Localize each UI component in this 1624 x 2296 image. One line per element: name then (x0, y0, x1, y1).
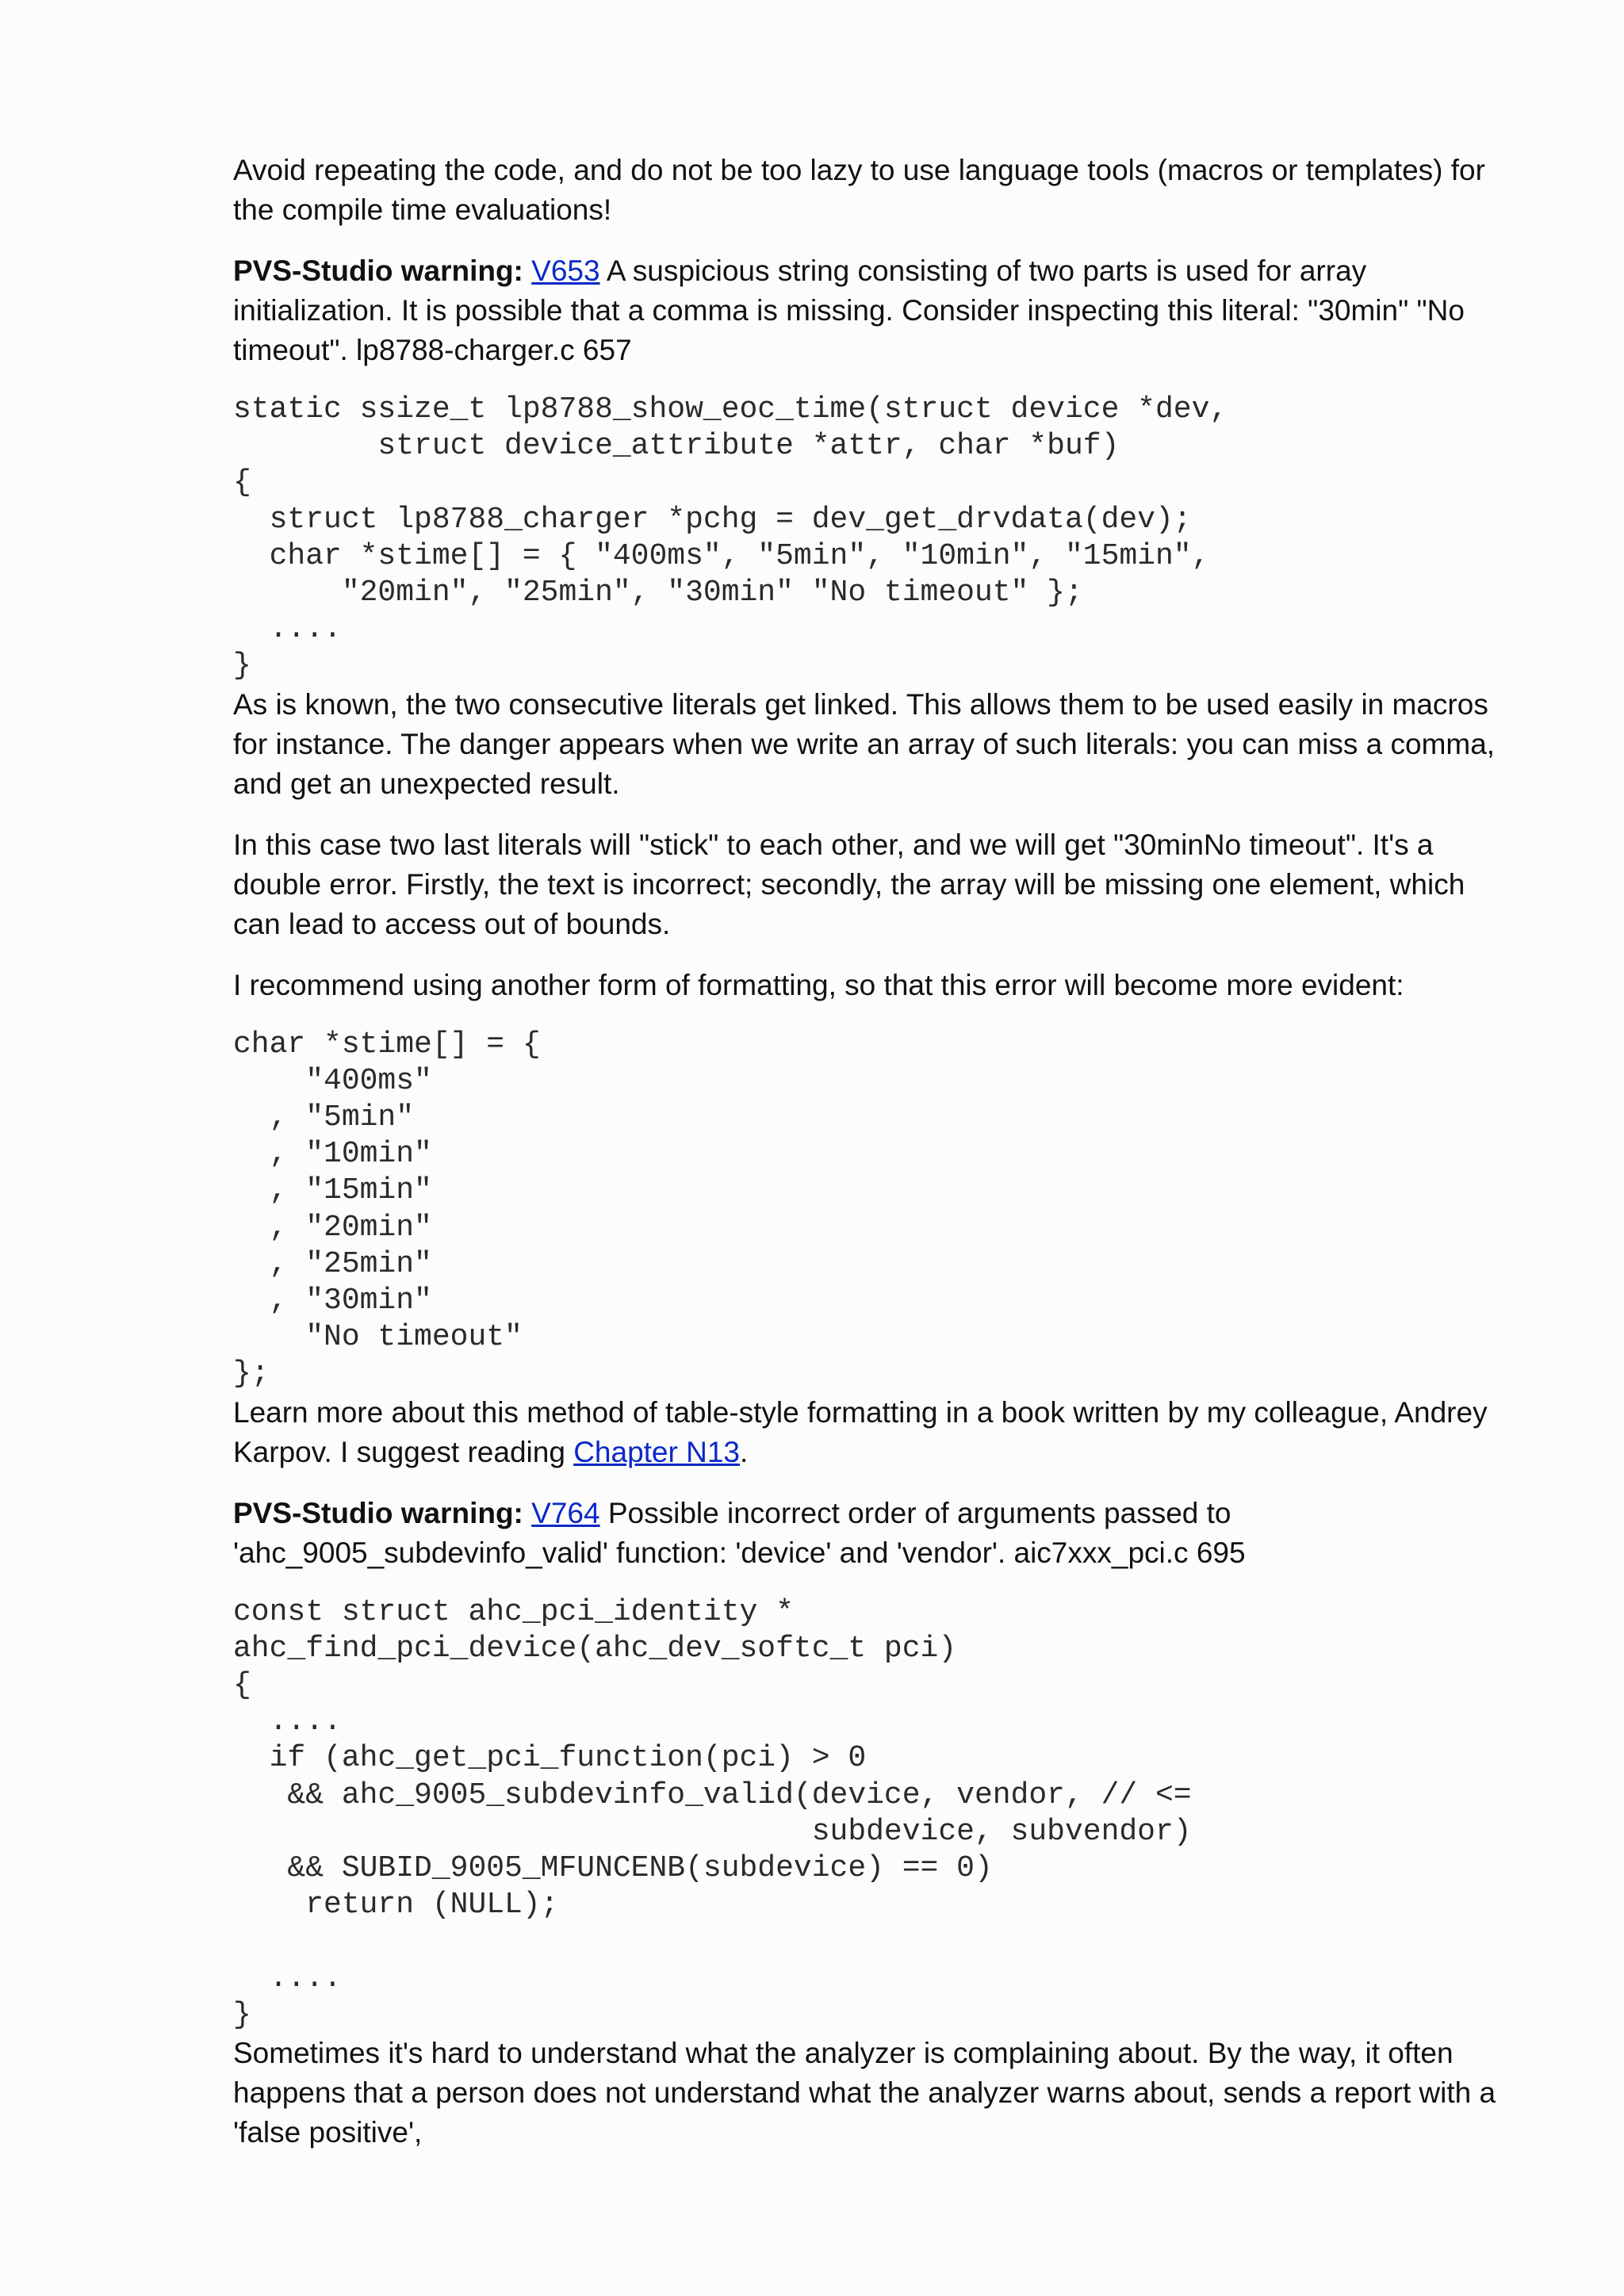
warning-label: PVS-Studio warning: (233, 254, 523, 287)
v653-link[interactable]: V653 (531, 254, 600, 287)
double-error-paragraph: In this case two last literals will "stick" to each other, and we will get "30minNo timeout". It's a double error. Firstly, the text is incorrect; secondly, the array will be missing one element, which can lead to access out of bounds. (233, 828, 1465, 940)
warning-label: PVS-Studio warning: (233, 1496, 523, 1529)
intro-paragraph: Avoid repeating the code, and do not be too lazy to use language tools (macros or templates) for the compile time evaluations! (233, 154, 1485, 226)
learn-more-text: Learn more about this method of table-style formatting in a book written by my colleague, Andrey Karpov. I suggest reading (233, 1395, 1488, 1468)
code-block-eoc-time: static ssize_t lp8788_show_eoc_time(struct device *dev, struct device_attribute *attr, char *buf) { struct lp8788_charger *pchg = dev_get_drvdata(dev); char *stime[] = { "400ms", "5min", "10min", "15min", "20min", "25min", "30min" "No timeout" }; .... } (233, 392, 1228, 683)
code-block-table-format: char *stime[] = { "400ms" , "5min" , "10min" , "15min" , "20min" , "25min" , "30min" "No timeout" }; (233, 1027, 541, 1391)
warning-v653 (233, 251, 1518, 370)
document-page (233, 151, 1518, 2152)
warning-v764 (233, 1494, 1518, 1573)
closing-paragraph: Sometimes it's hard to understand what the analyzer is complaining about. By the way, it often happens that a person does not understand what the analyzer warns about, sends a report with a 'false positive', (233, 2037, 1496, 2149)
learn-more-paragraph (233, 1393, 1518, 1472)
warning-text: Possible incorrect order of arguments passed to 'ahc_9005_subdevinfo_valid' function: 'device' and 'vendor'. aic7xxx_pci.c 695 (233, 1496, 1246, 1569)
literals-paragraph: As is known, the two consecutive literals get linked. This allows them to be used easily in macros for instance. The danger appears when we write an array of such literals: you can miss a comma, and get an unexpected result. (233, 687, 1496, 800)
learn-more-end: . (739, 1435, 749, 1468)
warning-text: A suspicious string consisting of two parts is used for array initialization. It is possible that a comma is missing. Consider inspecting this literal: "30min" "No timeout". lp8788-charger.c 657 (233, 254, 1465, 366)
v764-link[interactable]: V764 (531, 1496, 600, 1529)
code-block-find-pci-device: const struct ahc_pci_identity * ahc_find_pci_device(ahc_dev_softc_t pci) { .... if (ahc_get_pci_function(pci) > 0 && ahc_9005_subdevinfo_valid(device, vendor, // <= subdevice, subvendor) && SUBID_9005_MFUNCENB(subdevice) == 0) return (NULL); .... } (233, 1594, 1192, 2032)
chapter-link[interactable]: Chapter N13 (573, 1435, 740, 1468)
recommend-paragraph: I recommend using another form of formatting, so that this error will become more evident: (233, 968, 1404, 1001)
